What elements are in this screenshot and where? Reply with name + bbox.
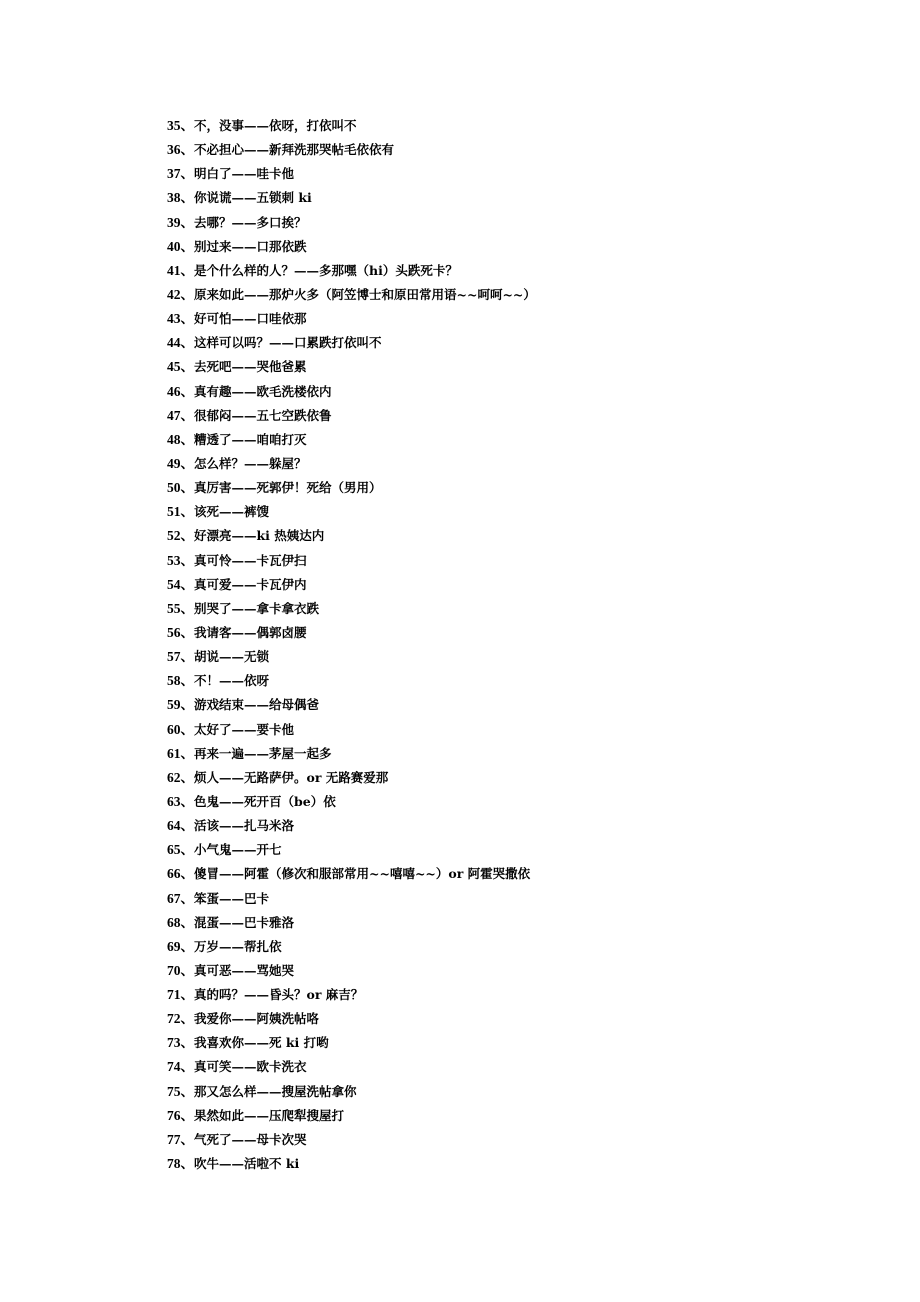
entry-number: 42、 [167,286,194,302]
phrase-entry [167,742,536,766]
phrase-entry [167,1128,536,1152]
entry-text: 我喜欢你——死 ki 打哟 [194,1035,329,1051]
phrase-entry [167,1104,536,1128]
entry-text: 混蛋——巴卡雅洛 [194,914,295,930]
entry-text: 去死吧——哭他爸累 [194,359,307,375]
phrase-entry [167,1031,536,1055]
phrase-entry [167,1055,536,1079]
phrase-entry [167,959,536,983]
entry-text: 傻冒——阿霍（修次和服部常用~~嘻嘻~~）or 阿霍哭撒依 [194,866,531,882]
entry-number: 49、 [167,455,194,471]
entry-text: 别过来——口那依跌 [194,238,307,254]
entry-text: 真的吗？——昏头？or 麻吉？ [194,987,364,1003]
phrase-entry [167,259,536,283]
entry-number: 72、 [167,1011,194,1027]
phrase-entry [167,935,536,959]
phrase-entry [167,790,536,814]
entry-text: 再来一遍——茅屋一起多 [194,745,332,761]
entry-number: 67、 [167,890,194,906]
entry-text: 该死——裤馊 [194,504,270,520]
entry-number: 69、 [167,938,194,954]
entry-text: 去哪？——多口挨？ [194,214,307,230]
entry-number: 62、 [167,769,194,785]
phrase-entry [167,355,536,379]
phrase-entry [167,524,536,548]
phrase-entry [167,597,536,621]
phrase-entry [167,1080,536,1104]
entry-text: 这样可以吗？——口累跌打依叫不 [194,335,382,351]
entry-number: 50、 [167,480,194,496]
entry-number: 77、 [167,1131,194,1147]
phrase-entry [167,331,536,355]
phrase-entry [167,476,536,500]
entry-text: 怎么样？——躲屋？ [194,455,307,471]
phrase-entry [167,1152,536,1176]
phrase-entry [167,862,536,886]
entry-number: 41、 [167,262,194,278]
entry-text: 烦人——无路萨伊。or 无路赛爱那 [194,769,389,785]
phrase-list [167,114,536,1176]
entry-text: 真可爱——卡瓦伊内 [194,576,307,592]
entry-text: 小气鬼——开七 [194,842,282,858]
entry-number: 71、 [167,987,194,1003]
entry-number: 76、 [167,1107,194,1123]
entry-text: 不必担心——新拜洗那哭帖毛依依有 [194,142,395,158]
entry-text: 果然如此——压爬犁搜屋打 [194,1107,345,1123]
entry-number: 65、 [167,842,194,858]
entry-text: 糟透了——咱咱打灭 [194,431,307,447]
entry-text: 万岁——帮扎依 [194,938,282,954]
entry-text: 别哭了——拿卡拿衣跌 [194,600,320,616]
phrase-entry [167,186,536,210]
entry-text: 色鬼——死开百（be）依 [194,793,336,809]
entry-number: 63、 [167,793,194,809]
entry-number: 61、 [167,745,194,761]
entry-number: 36、 [167,142,194,158]
entry-text: 真可恶——骂她哭 [194,962,295,978]
phrase-entry [167,500,536,524]
entry-text: 胡说——无锁 [194,649,270,665]
entry-text: 气死了——母卡次哭 [194,1131,307,1147]
phrase-entry [167,138,536,162]
entry-text: 是个什么样的人？——多那嘿（hi）头跌死卡？ [194,262,458,278]
entry-number: 46、 [167,383,194,399]
phrase-entry [167,235,536,259]
entry-number: 70、 [167,962,194,978]
entry-text: 不！——依呀 [194,673,270,689]
entry-number: 51、 [167,504,194,520]
entry-number: 40、 [167,238,194,254]
entry-number: 75、 [167,1083,194,1099]
phrase-entry [167,283,536,307]
entry-number: 55、 [167,600,194,616]
phrase-entry [167,693,536,717]
phrase-entry [167,549,536,573]
entry-number: 38、 [167,190,194,206]
phrase-entry [167,573,536,597]
entry-number: 57、 [167,649,194,665]
entry-text: 真可怜——卡瓦伊扫 [194,552,307,568]
phrase-entry [167,162,536,186]
entry-text: 那又怎么样——搜屋洗帖拿你 [194,1083,357,1099]
entry-number: 58、 [167,673,194,689]
phrase-entry [167,669,536,693]
entry-text: 好可怕——口哇依那 [194,311,307,327]
entry-text: 真可笑——欧卡洗衣 [194,1059,307,1075]
entry-number: 59、 [167,697,194,713]
entry-text: 你说谎——五锁刺 ki [194,190,312,206]
phrase-entry [167,404,536,428]
entry-number: 39、 [167,214,194,230]
entry-number: 53、 [167,552,194,568]
phrase-entry [167,428,536,452]
entry-number: 66、 [167,866,194,882]
entry-text: 活该——扎马米洛 [194,818,295,834]
phrase-entry [167,380,536,404]
entry-number: 43、 [167,311,194,327]
entry-number: 60、 [167,721,194,737]
phrase-entry [167,983,536,1007]
entry-number: 52、 [167,528,194,544]
entry-number: 78、 [167,1156,194,1172]
entry-number: 45、 [167,359,194,375]
phrase-entry [167,911,536,935]
entry-text: 笨蛋——巴卡 [194,890,270,906]
phrase-entry [167,645,536,669]
phrase-entry [167,1007,536,1031]
entry-text: 我请客——偶郭卤腰 [194,624,307,640]
entry-number: 56、 [167,624,194,640]
entry-text: 原来如此——那炉火多（阿笠博士和原田常用语~~呵呵~~） [194,286,536,302]
entry-number: 35、 [167,118,194,133]
phrase-entry [167,114,536,138]
entry-text: 游戏结束——给母偶爸 [194,697,320,713]
phrase-entry [167,621,536,645]
entry-text: 太好了——要卡他 [194,721,295,737]
entry-text: 真厉害——死郭伊！死给（男用） [194,480,382,496]
phrase-entry [167,766,536,790]
entry-number: 37、 [167,166,194,182]
phrase-entry [167,452,536,476]
phrase-entry [167,718,536,742]
entry-text: 很郁闷——五七空跌依鲁 [194,407,332,423]
entry-text: 不，没事——依呀，打依叫不 [194,118,357,133]
entry-text: 明白了——哇卡他 [194,166,295,182]
entry-number: 48、 [167,431,194,447]
entry-text: 吹牛——活啦不 ki [194,1156,300,1172]
entry-number: 68、 [167,914,194,930]
entry-text: 真有趣——欧毛洗楼依内 [194,383,332,399]
entry-number: 47、 [167,407,194,423]
phrase-entry [167,838,536,862]
entry-number: 54、 [167,576,194,592]
entry-text: 好漂亮——ki 热姨达内 [194,528,325,544]
phrase-entry [167,814,536,838]
entry-number: 64、 [167,818,194,834]
entry-number: 44、 [167,335,194,351]
entry-number: 74、 [167,1059,194,1075]
entry-number: 73、 [167,1035,194,1051]
phrase-entry [167,307,536,331]
entry-text: 我爱你——阿姨洗帖咯 [194,1011,320,1027]
phrase-entry [167,887,536,911]
phrase-entry [167,211,536,235]
